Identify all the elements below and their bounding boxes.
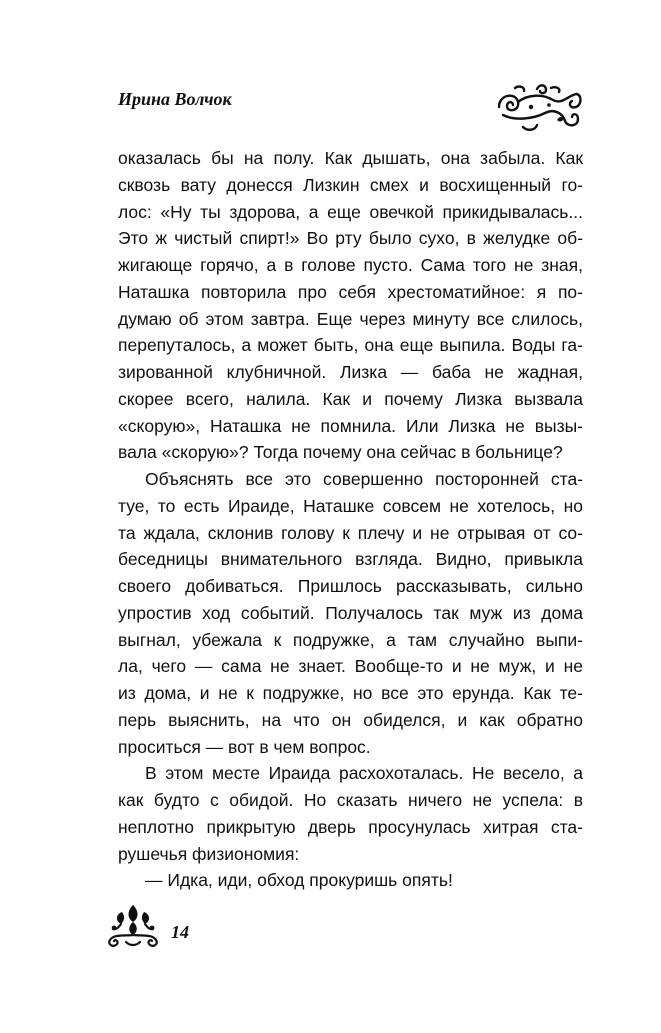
text-line: перь выяснить, на что он обиделся, и как обратно (118, 709, 583, 730)
text-line: вала «скорую»? Тогда почему она сейчас в больнице? (118, 442, 563, 463)
text-line: как будто с обидой. Но сказать ничего не успела: в (118, 790, 583, 810)
text-line: упростив ход событий. Получалось так муж из дома (118, 602, 583, 623)
running-head-author: Ирина Волчок (118, 89, 232, 109)
text-line: проситься — вот в чем вопрос. (118, 736, 371, 757)
text-line: «скорую», Наташка не помнила. Или Лизка не вызы- (118, 415, 583, 436)
floral-vignette-icon (102, 902, 164, 950)
text-line: думаю об этом завтра. Еще через минуту все слилось, (118, 308, 583, 329)
scroll-flourish-icon (493, 80, 585, 134)
text-line: беседницы внимательного взгляда. Видно, привыкла (118, 549, 583, 570)
paragraph (118, 760, 583, 867)
paragraph (118, 867, 583, 894)
text-line: В этом месте Ираида расхохоталась. Не весело, а (145, 763, 583, 784)
page-number: 14 (171, 922, 189, 942)
text-line: сквозь вату донесся Лизкин смех и восхищенный го- (118, 174, 583, 195)
paragraph (118, 145, 583, 466)
text-line: зированной клубничной. Лизка — баба не жадная, (118, 362, 583, 382)
text-line: скорее всего, налила. Как и почему Лизка вызвала (118, 388, 583, 409)
text-line: та ждала, склонив голову к плечу и не отрывая от со- (118, 522, 583, 543)
text-line: жигающе горячо, а в голове пусто. Сама того не зная, (118, 255, 583, 275)
text-line: выгнал, убежала к подружке, а там случайно выпи- (118, 629, 583, 650)
text-line: лос: «Ну ты здорова, а еще овечкой прикидывалась... (118, 201, 583, 222)
text-line: перепуталось, а может быть, она еще выпила. Воды га- (118, 335, 583, 356)
text-line: Это ж чистый спирт!» Во рту было сухо, в желудке об- (118, 228, 583, 249)
paragraph (118, 466, 583, 760)
text-line: неплотно прикрытую дверь просунулась хитрая ста- (118, 816, 583, 837)
text-line: оказалась бы на полу. Как дышать, она забыла. Как (118, 148, 583, 168)
text-line: — Идка, иди, обход прокуришь опять! (145, 870, 453, 891)
text-line: из дома, и не к подружке, но все это ерунда. Как те- (118, 683, 583, 703)
text-line: ла, чего — сама не знает. Вообще-то и не муж, и не (118, 656, 583, 677)
text-line: рушечья физиономия: (118, 843, 300, 864)
body-text (118, 145, 583, 894)
text-line: Наташка повторила про себя хрестоматийное: я по- (118, 281, 583, 302)
text-line: Объяснять все это совершенно посторонней ста- (145, 469, 583, 489)
text-line: своего добиваться. Пришлось рассказывать, сильно (118, 576, 583, 596)
text-line: туе, то есть Ираиде, Наташке совсем не хотелось, но (118, 495, 583, 516)
